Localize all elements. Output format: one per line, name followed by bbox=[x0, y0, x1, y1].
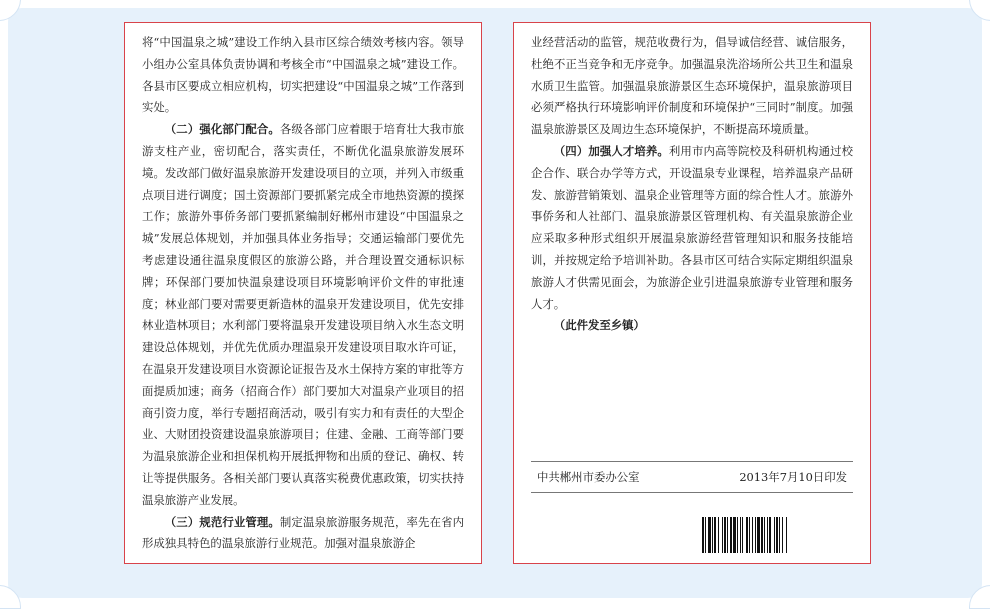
issuance-line bbox=[531, 461, 853, 493]
issue-date: 2013年7月10日印发 bbox=[739, 470, 847, 484]
right-page bbox=[513, 22, 871, 564]
left-page bbox=[124, 22, 482, 564]
left-page-text bbox=[142, 32, 464, 555]
section-heading: （二）强化部门配合。 bbox=[164, 122, 280, 137]
paragraph bbox=[142, 119, 464, 511]
paragraph-body: 各级各部门应着眼于培育壮大我市旅游支柱产业，密切配合，落实责任，不断优化温泉旅游发展环境。发改部门做好温泉旅游开发建设项目的立项，并列入市级重点项目进行调度；国土资源部门要抓紧完成全市地热资源的摸探工作；旅游外事侨务部门要抓紧编制好郴州市建设“中国温泉之城”发展总体规划，并加强具体业务指导；交通运输部门要优先考虑建设通往温泉度假区的旅游公路，并合理设置交通标识标牌；环保部门要加快温泉建设项目环境影响评价文件的审批速度；林业部门要对需要更新造林的温泉开发建设项目，优先安排林业造林项目；水利部门要将温泉开发建设项目纳入水生态文明建设总体规划，并优先优质办理温泉开发建设项目取水许可证，在温泉开发建设项目水资源论证报告及水土保持方案的审批等方面提质加速；商务（招商合作）部门要加大对温泉产业项目的招商引资力度，举行专题招商活动，吸引有实力和有责任的大型企业、大财团投资建设温泉旅游项目；住建、金融、工商等部门要为温泉旅游企业和担保机构开展抵押物和出质的登记、确权、转让等提供服务。各相关部门要认真落实税费优惠政策，切实扶持温泉旅游产业发展。 bbox=[142, 122, 464, 507]
section-heading: （四）加强人才培养。 bbox=[553, 143, 669, 158]
frame-corner bbox=[0, 585, 21, 609]
paragraph bbox=[531, 141, 853, 315]
barcode-stripe bbox=[787, 517, 789, 553]
right-page-text bbox=[531, 32, 853, 337]
paragraph: 业经营活动的监管，规范收费行为，倡导诚信经营、诚信服务，杜绝不正当竞争和无序竞争。加强温泉洗浴场所公共卫生和温泉水质卫生监管。加强温泉旅游景区生态环境保护，温泉旅游项目必须严格执行环境影响评价制度和环境保护“三同时”制度。加强温泉旅游景区及周边生态环境保护，不断提高环境质量。 bbox=[531, 35, 853, 137]
paragraph bbox=[142, 512, 464, 556]
paragraph-body: 制定温泉旅游服务规范，率先在省内形成独具特色的温泉旅游行业规范。加强对温泉旅游企 bbox=[142, 514, 464, 551]
distribution-note: （此件发至乡镇） bbox=[553, 318, 645, 333]
frame-corner bbox=[0, 0, 21, 21]
issuer: 中共郴州市委办公室 bbox=[537, 470, 640, 484]
frame-corner bbox=[969, 585, 990, 609]
barcode-image bbox=[702, 517, 838, 553]
paragraph: 将“中国温泉之城”建设工作纳入县市区综合绩效考核内容。领导小组办公室具体负责协调和考核全市“中国温泉之城”建设工作。各县市区要成立相应机构，切实把建设“中国温泉之城”工作落到实处。 bbox=[142, 35, 464, 115]
paragraph-body: 利用市内高等院校及科研机构通过校企合作、联合办学等方式，开设温泉专业课程，培养温泉产品研发、旅游营销策划、温泉企业管理等方面的综合性人才。旅游外事侨务和人社部门、温泉旅游景区管理机构、有关温泉旅游企业应采取多种形式组织开展温泉旅游经营管理知识和服务技能培训，并按规定给予培训补助。各县市区可结合实际定期组织温泉旅游人才供需见面会，为旅游企业引进温泉旅游专业管理和服务人才。 bbox=[531, 143, 853, 311]
section-heading: （三）规范行业管理。 bbox=[164, 514, 280, 529]
frame-corner bbox=[969, 0, 990, 21]
